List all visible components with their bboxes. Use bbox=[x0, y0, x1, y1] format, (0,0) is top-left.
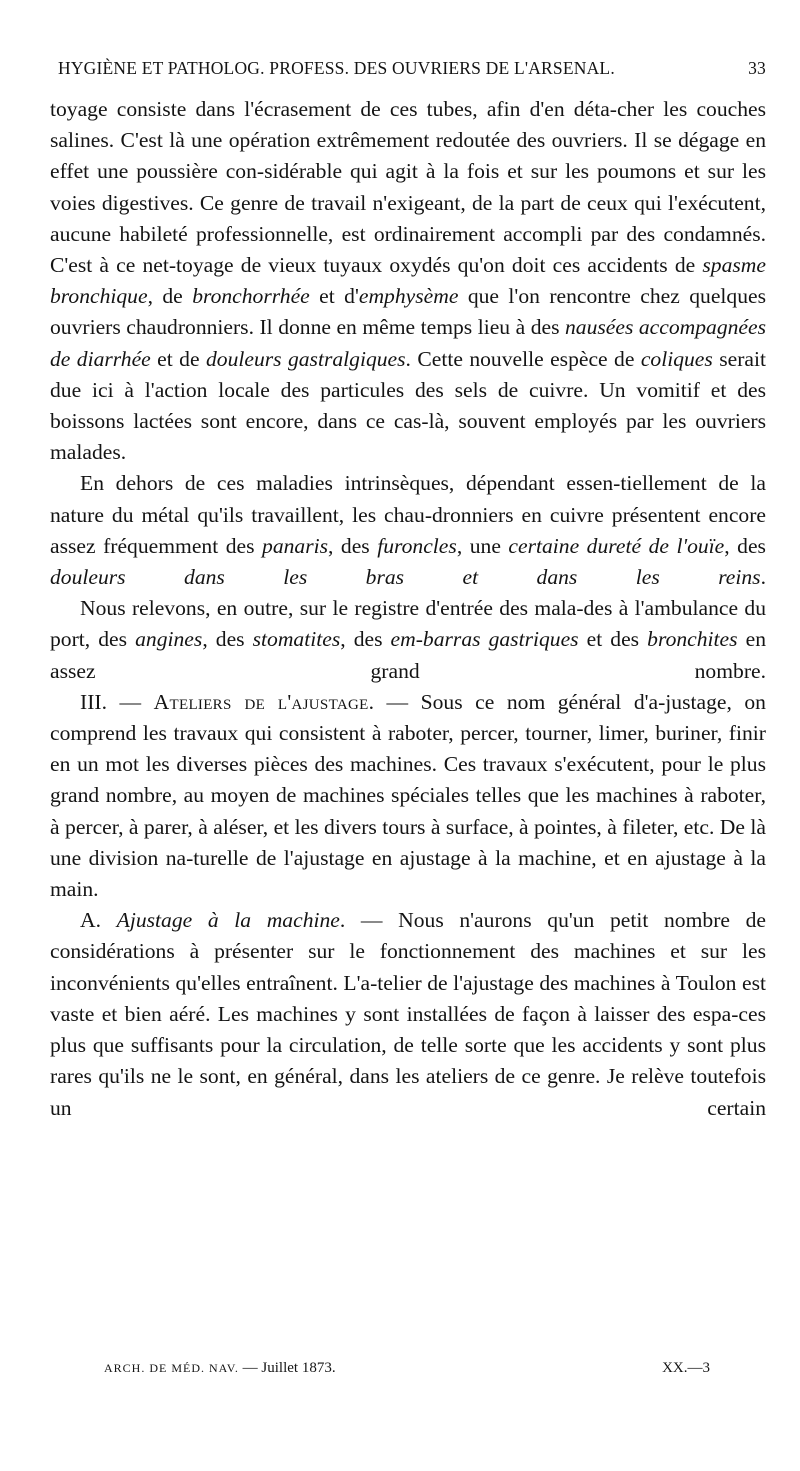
text-run: et d' bbox=[309, 284, 359, 309]
text-run: . — Sous ce nom général d'a-justage, on comprend les travaux qui consistent à raboter, percer, tourner, limer, buriner, finir en un mot les diverses pièces des machines. Ces travaux s'exécutent, pour le plus grand nombre, au moyen de machines spéciales telles que les machines à raboter, à percer, à parer, à aléser, et les divers tours à surface, à pointes, à fileter, etc. De là une division na-turelle de l'ajustage en ajustage à la machine, et en ajustage à la main. bbox=[50, 689, 766, 902]
italic-term: angines bbox=[135, 627, 203, 652]
page-footer bbox=[104, 1360, 710, 1384]
page-number: 33 bbox=[748, 58, 766, 78]
text-run: et de bbox=[150, 346, 206, 371]
italic-term: nausées accompagnées de diarrhée bbox=[50, 315, 766, 371]
text-run: , des bbox=[328, 533, 378, 558]
issue-date: — Juillet 1873. bbox=[242, 1360, 336, 1376]
body-text bbox=[50, 94, 766, 1124]
text-run: . — Nous n'aurons qu'un petit nombre de considérations à présenter sur le fonctionnement des machines et sur les inconvénients qu'elles entraînent. L'a-telier de l'ajustage des machines à Toulon est vaste et bien aéré. Les machines y sont installées de façon à laisser des espa-ces plus que suffisants pour la circulation, de telle sorte que les accidents y sont plus rares qu'ils ne le sont, en général, dans les ateliers de ce genre. Je relève toutefois un certain bbox=[50, 908, 766, 1120]
text-run: , de bbox=[147, 284, 193, 309]
italic-term: bronchorrhée bbox=[192, 284, 310, 309]
italic-term: stomatites bbox=[252, 627, 341, 652]
signature-mark: XX.—3 bbox=[662, 1360, 710, 1376]
running-title: HYGIÈNE ET PATHOLOG. PROFESS. DES OUVRIERS DE L'ARSENAL. bbox=[58, 58, 615, 78]
italic-term: coliques bbox=[640, 346, 713, 371]
section-heading: Ateliers de l'ajustage bbox=[153, 689, 369, 714]
subsection-letter: A. bbox=[80, 908, 117, 933]
italic-term: douleurs dans les bras et dans les reins bbox=[50, 565, 761, 590]
text-run: . bbox=[760, 565, 766, 590]
text-run: , des bbox=[340, 627, 391, 652]
italic-term: spasme bronchique bbox=[50, 253, 766, 309]
italic-term: emphysème bbox=[358, 284, 459, 309]
text-run: , des bbox=[724, 533, 766, 558]
italic-term: bronchites bbox=[647, 627, 738, 652]
text-run: toyage consiste dans l'écrasement de ces tubes, afin d'en déta-cher les couches salines. C'est là une opération extrêmement redoutée des ouvriers. Il se dégage en effet une poussière con-sidérable qui agit à la fois et sur les poumons et sur les voies digestives. Ce genre de travail n'exigeant, de la part de ceux qui l'exécutent, aucune habileté professionnelle, est ordinairement accompli par des condamnés. C'est à ce net-toyage de vieux tuyaux oxydés qu'on doit ces accidents de bbox=[50, 97, 766, 278]
text-run: et des bbox=[578, 627, 648, 652]
journal-abbreviation: ARCH. DE MÉD. NAV. bbox=[104, 1361, 239, 1375]
section-paragraph bbox=[50, 687, 766, 905]
running-head bbox=[58, 58, 766, 86]
text-run: , une bbox=[456, 533, 509, 558]
italic-term: douleurs gastralgiques bbox=[205, 346, 406, 371]
italic-term: certaine dureté de l'ouïe bbox=[508, 533, 725, 558]
subsection-heading: Ajustage à la machine bbox=[116, 908, 340, 933]
text-run: En dehors de ces maladies intrinsèques, dépendant essen-tiellement de la nature du métal qu'ils travaillent, les chau-dronniers en cuivre présentent encore assez fréquemment des bbox=[50, 471, 766, 558]
paragraph bbox=[50, 593, 766, 687]
text-run: en assez grand nombre. bbox=[50, 627, 766, 683]
italic-term: em-barras gastriques bbox=[390, 627, 579, 652]
section-number: III. — bbox=[80, 689, 154, 714]
text-run: Nous relevons, en outre, sur le registre d'entrée des mala-des à l'ambulance du port, des bbox=[50, 596, 766, 652]
italic-term: furoncles bbox=[377, 533, 457, 558]
subsection-paragraph bbox=[50, 905, 766, 1123]
paragraph bbox=[50, 468, 766, 593]
paragraph bbox=[50, 94, 766, 468]
text-run: serait due ici à l'action locale des particules des sels de cuivre. Un vomitif et des boissons lactées sont encore, dans ce cas-là, souvent employés par les ouvriers malades. bbox=[50, 346, 766, 465]
text-run: , des bbox=[202, 627, 253, 652]
italic-term: panaris bbox=[262, 533, 329, 558]
text-run: . Cette nouvelle espèce de bbox=[405, 346, 641, 371]
text-run: que l'on rencontre chez quelques ouvriers chaudronniers. Il donne en même temps lieu à des bbox=[50, 284, 766, 340]
footer-citation bbox=[104, 1360, 336, 1377]
